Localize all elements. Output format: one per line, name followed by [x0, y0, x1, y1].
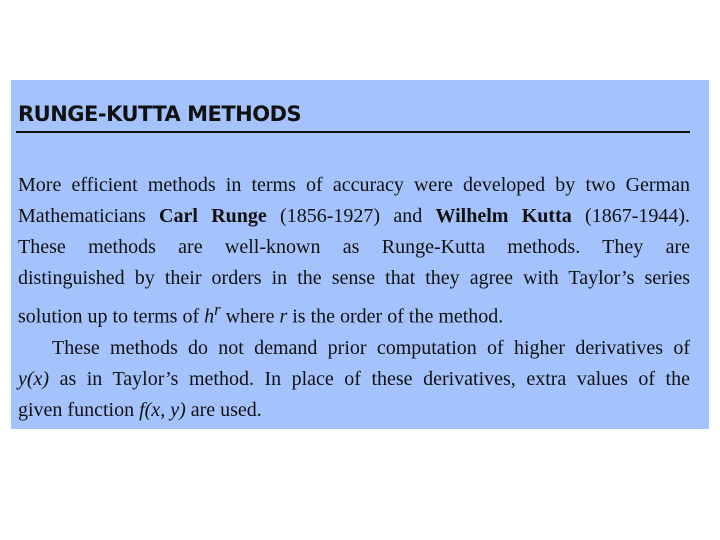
name-carl-runge: Carl Runge: [159, 205, 267, 227]
name-wilhelm-kutta: Wilhelm Kutta: [435, 205, 572, 227]
paragraph-2-line-1: These methods do not demand prior computation of higher derivatives of: [52, 336, 690, 359]
math-f-of-x-y: f(x, y): [139, 398, 186, 421]
text-panel: [11, 80, 709, 429]
math-r: r: [279, 305, 288, 328]
text-run: Mathematicians: [18, 205, 160, 227]
math-exponent-r: r: [214, 300, 221, 319]
paragraph-1-line-1: More efficient methods in terms of accuracy were developed by two German: [18, 174, 690, 196]
text-run: solution up to terms of: [18, 305, 205, 328]
paragraph-1-line-3: These methods are well-known as Runge-Kutta methods. They are: [18, 236, 690, 258]
section-heading: RUNGE-KUTTA METHODS: [18, 102, 302, 126]
text-run: is the order of the method.: [287, 305, 504, 328]
text-run: are used.: [185, 398, 262, 421]
text-run: as in Taylor’s method. In place of these derivatives, extra values of the: [49, 367, 690, 390]
paragraph-1: [18, 170, 690, 333]
body-text: [18, 170, 690, 426]
text-run: given function: [18, 398, 140, 421]
paragraph-2-line-2: [18, 364, 690, 395]
text-run: where: [220, 305, 280, 328]
paragraph-2: [18, 333, 690, 426]
text-run: (1856-1927) and: [266, 205, 436, 227]
math-y-of-x: y(x): [18, 367, 50, 390]
paragraph-2-line-3: [18, 395, 690, 426]
paragraph-1-line-5: [18, 294, 690, 333]
paragraph-1-line-4: distinguished by their orders in the sense that they agree with Taylor’s series: [18, 267, 690, 289]
math-h: h: [204, 305, 215, 328]
heading-underline: [16, 131, 690, 133]
paragraph-1-line-2: [18, 201, 690, 232]
text-run: (1867-1944).: [571, 205, 691, 227]
